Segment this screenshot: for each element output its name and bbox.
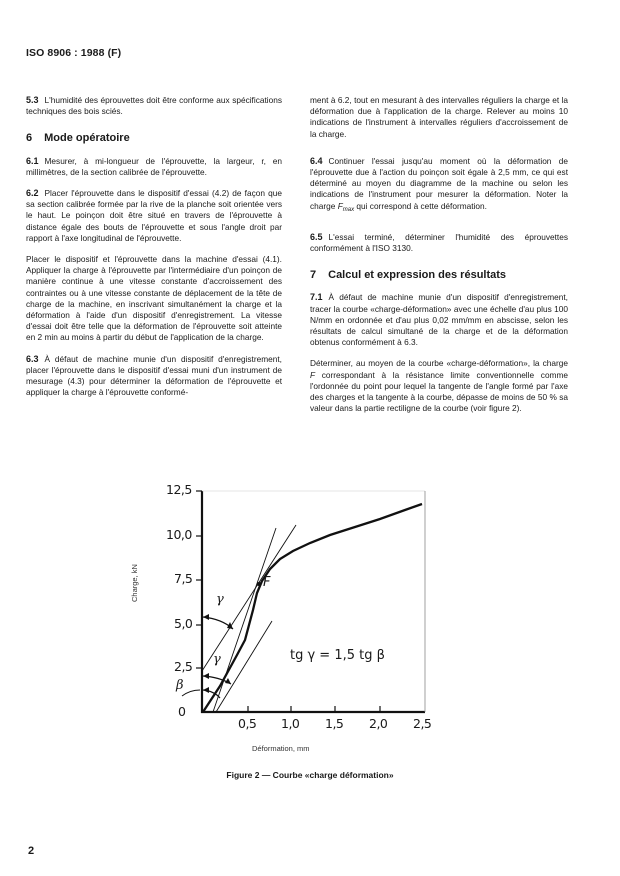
load-deformation-curve [203,504,422,712]
clause-text: qui correspond à cette déformation. [354,200,487,211]
section-number: 7 [310,269,317,282]
y-axis-label: Charge, kN [130,564,139,602]
clause-text: Continuer l'essai jusqu'au moment où la déformation de l'éprouvette due à l'action du poinçon soit égale à 2,5 mm, ce qui est déterminé au moyen du diagramme de la machine ou selon les indications de l'instrument pour mesurer la déformation. Noter la charge [310,155,568,211]
tangent-formula: tg γ = 1,5 tg β [290,648,385,663]
f-symbol: F [310,369,316,380]
clause-text: Déterminer, au moyen de la courbe «charge-déformation», la charge [310,358,568,369]
y-tick-label: 0 [178,704,186,719]
clause-number: 5.3 [26,95,39,105]
clause-number: 6.1 [26,155,39,166]
initial-tangent-line [213,528,276,712]
y-tick-label: 7,5 [174,571,193,586]
point-f-marker [257,582,261,586]
document-header: ISO 8906 : 1988 (F) [26,47,122,59]
section-title: Calcul et expression des résultats [328,269,507,282]
beta-leader [182,690,200,696]
clause-number: 6.2 [26,188,39,199]
beta-label: β [176,678,184,693]
clause-number: 7.1 [310,292,323,303]
clause-text: L'essai terminé, déterminer l'humidité des éprouvettes conformément à l'ISO 3130. [310,231,568,254]
section-title: Mode opératoire [44,132,130,145]
y-tick-label: 12,5 [166,482,192,497]
x-tick-label: 0,5 [238,716,257,731]
clause-number: 6.4 [310,155,323,166]
fmax-subscript: max [342,206,355,213]
clause-text: ment à 6.2, tout en mesurant à des intervalles réguliers la charge et la déformation due à l'application de la charge. Relever au moins 10 indications de l'instrument à intervalles réguliers d'accroissement de la charge. [310,95,568,139]
x-axis-label: Déformation, mm [252,744,310,753]
y-tick-label: 2,5 [174,659,193,674]
clause-number: 6.5 [310,231,323,242]
clause-text: Placer le dispositif et l'éprouvette dans la machine d'essai (4.1). Appliquer la charge à l'éprouvette par l'intermédiaire d'un poinçon de manière continue à une vitesse constante d'accroissement des contraintes ou à une vitesse constante de déplacement de la tête de charge de la machine, en inscrivant simultanément la charge et la déformation à l'aide d'un dispositif d'enregistrement. La vitesse d'essai doit être telle que la déformation de l'éprouvette soit atteinte en 2 min au moins à partir du début de l'application de la charge. [26,254,282,343]
clause-text: correspondant à la résistance limite conventionnelle comme l'ordonnée du point pour lequel la tangente de l'angle formé par l'axe des charges et la tangente à la courbe, dépasse de moins de 50 % sa valeur dans la partie rectiligne de la courbe (voir figure 2). [310,369,568,414]
x-tick-label: 1,0 [281,716,300,731]
parallel-line [216,621,272,712]
fmax-symbol: F [337,200,343,211]
gamma-label-lower: γ [213,652,221,667]
clause-text: À défaut de machine munie d'un dispositif d'enregistrement, tracer la courbe «charge-déformation» avec une échelle d'au plus 100 N/mm en ordonnée et d'au plus 0,02 mm/mm en abscisse, selon les résultats de calcul simultané de la charge et de la déformation obtenus conformément à 6.3. [310,292,568,348]
y-tick-label: 5,0 [174,616,193,631]
section-number: 6 [26,132,33,145]
x-tick-label: 1,5 [325,716,344,731]
clause-text: Placer l'éprouvette dans le dispositif d'essai (4.2) de façon que sa section calibrée formée par la rive de la planche soit orientée vers le haut. Le poinçon doit être situé en travers de l'éprouvette à distance égale des bouts de l'éprouvette et sous l'angle droit par rapport à l'axe longitudinal de l'éprouvette. [26,188,282,243]
x-tick-label: 2,0 [369,716,388,731]
gamma-label-upper: γ [216,592,224,607]
y-tick-label: 10,0 [166,527,192,542]
clause-text: À défaut de machine munie d'un dispositif d'enregistrement, placer l'éprouvette dans le dispositif d'essai muni d'un instrument de mesurage (4.3) pour déterminer la déformation de l'éprouvette et appliquer la charge à l'éprouvette conformé- [26,353,282,398]
clause-number: 6.3 [26,353,39,364]
x-tick-label: 2,5 [413,716,432,731]
point-f-label: F [263,575,271,590]
figure-caption: Figure 2 — Courbe «charge déformation» [226,770,394,780]
clause-text: Mesurer, à mi-longueur de l'éprouvette, la largeur, r, en millimètres, de la section calibrée de l'éprouvette. [26,155,282,177]
page-number: 2 [28,845,35,857]
clause-text: L'humidité des éprouvettes doit être conforme aux spécifications techniques des bois sciés. [26,95,282,117]
